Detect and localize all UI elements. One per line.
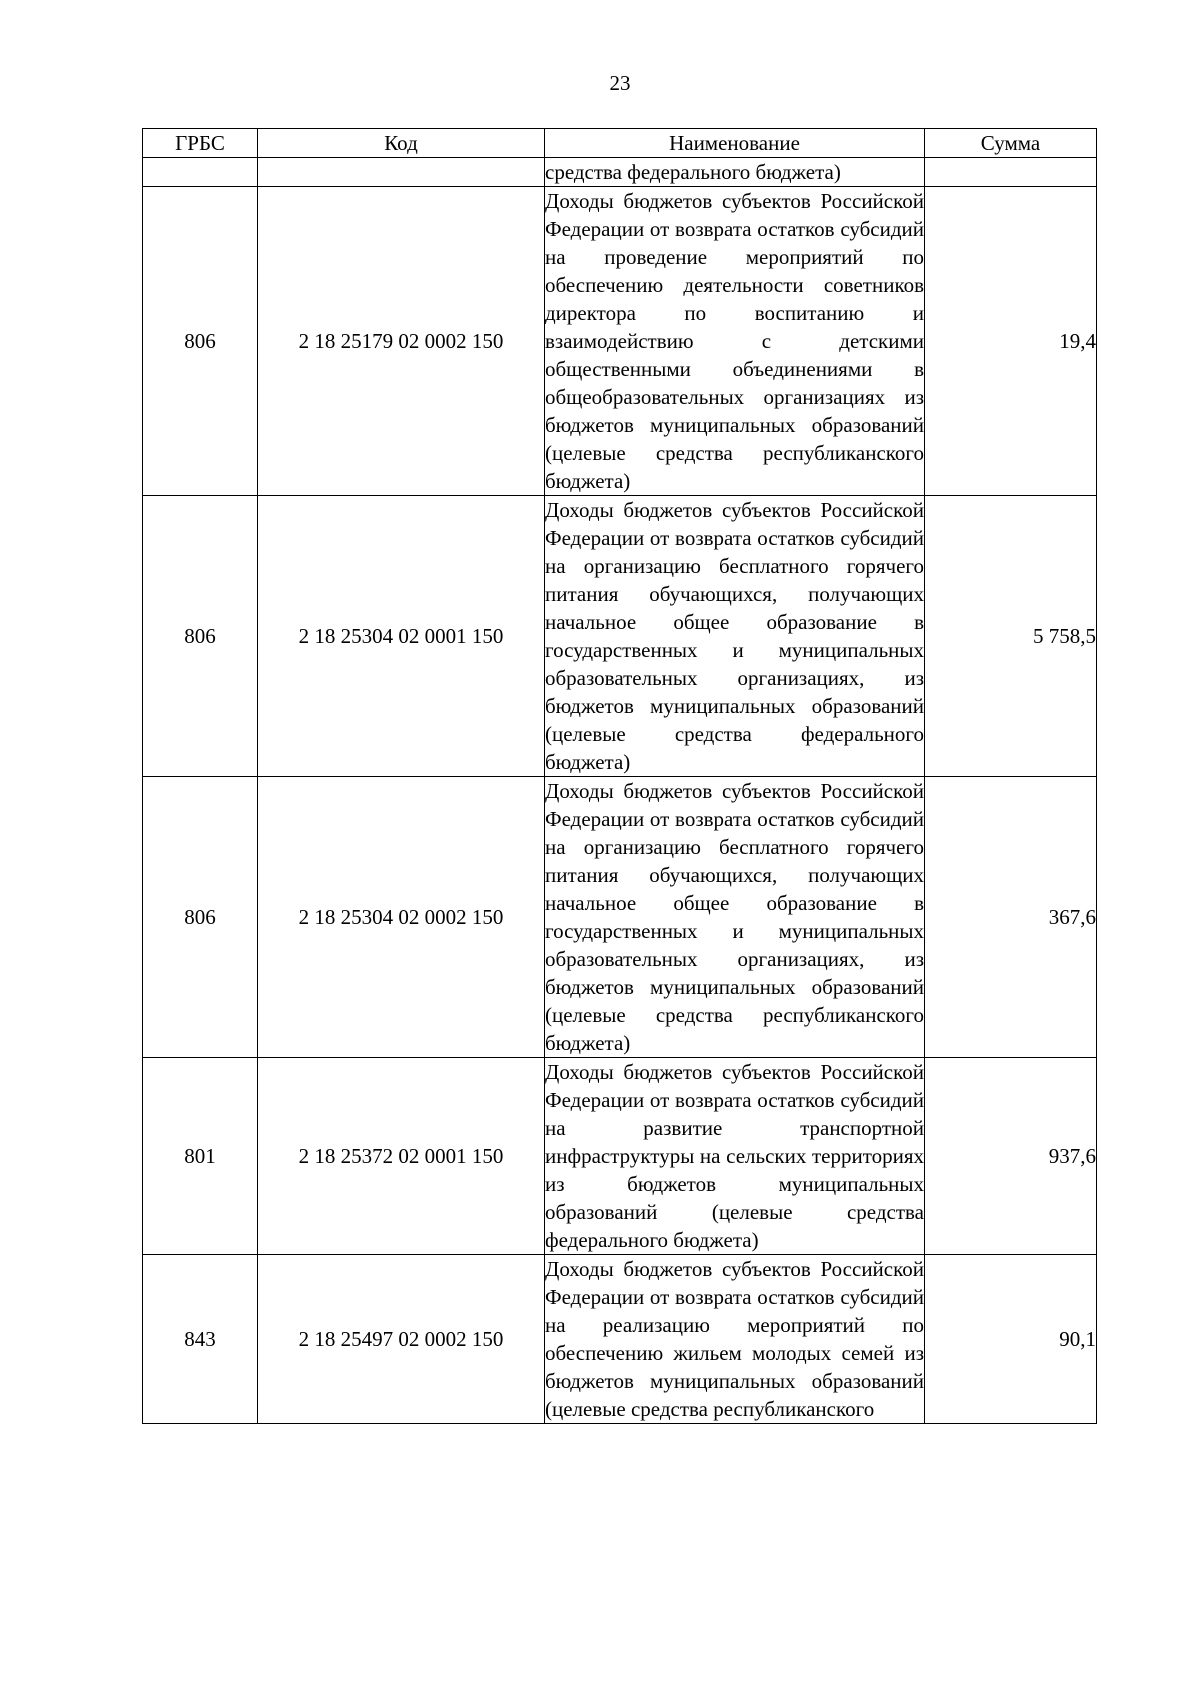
cell-name: Доходы бюджетов субъектов Российской Федерации от возврата остатков субсидий на проведение мероприятий по обеспечению деятельности советников директора по воспитанию и взаимодействию с детскими общественными объединениями в общеобразовательных организациях из бюджетов муниципальных образований (целевые средства республиканского бюджета) (545, 187, 925, 496)
cell-code (258, 158, 545, 187)
cell-name: Доходы бюджетов субъектов Российской Федерации от возврата остатков субсидий на организацию бесплатного горячего питания обучающихся, получающих начальное общее образование в государственных и муниципальных образовательных организациях, из бюджетов муниципальных образований (целевые средства федерального бюджета) (545, 496, 925, 777)
cell-grbs: 843 (143, 1255, 258, 1424)
cell-sum: 5 758,5 (925, 496, 1097, 777)
cell-sum (925, 158, 1097, 187)
table-row (143, 187, 1097, 496)
cell-code: 2 18 25179 02 0002 150 (258, 187, 545, 496)
table-header-row (143, 129, 1097, 158)
cell-grbs (143, 158, 258, 187)
cell-code: 2 18 25372 02 0001 150 (258, 1058, 545, 1255)
cell-sum: 90,1 (925, 1255, 1097, 1424)
header-code: Код (258, 129, 545, 158)
page-number: 23 (609, 71, 631, 95)
table-row (143, 777, 1097, 1058)
cell-grbs: 806 (143, 187, 258, 496)
header-sum: Сумма (925, 129, 1097, 158)
cell-grbs: 806 (143, 496, 258, 777)
cell-name: Доходы бюджетов субъектов Российской Федерации от возврата остатков субсидий на развитие транспортной инфраструктуры на сельских территориях из бюджетов муниципальных образований (целевые средства федерального бюджета) (545, 1058, 925, 1255)
table-row (143, 496, 1097, 777)
table-row (143, 1255, 1097, 1424)
cell-code: 2 18 25304 02 0002 150 (258, 777, 545, 1058)
cell-name: Доходы бюджетов субъектов Российской Федерации от возврата остатков субсидий на реализацию мероприятий по обеспечению жильем молодых семей из бюджетов муниципальных образований (целевые средства республиканского (545, 1255, 925, 1424)
header-name: Наименование (545, 129, 925, 158)
budget-table (142, 128, 1097, 1424)
table-row (143, 1058, 1097, 1255)
cell-grbs: 801 (143, 1058, 258, 1255)
cell-sum: 19,4 (925, 187, 1097, 496)
cell-name: средства федерального бюджета) (545, 158, 925, 187)
cell-code: 2 18 25497 02 0002 150 (258, 1255, 545, 1424)
cell-code: 2 18 25304 02 0001 150 (258, 496, 545, 777)
cell-sum: 937,6 (925, 1058, 1097, 1255)
header-grbs: ГРБС (143, 129, 258, 158)
cell-name: Доходы бюджетов субъектов Российской Федерации от возврата остатков субсидий на организацию бесплатного горячего питания обучающихся, получающих начальное общее образование в государственных и муниципальных образовательных организациях, из бюджетов муниципальных образований (целевые средства республиканского бюджета) (545, 777, 925, 1058)
cell-grbs: 806 (143, 777, 258, 1058)
table-row (143, 158, 1097, 187)
cell-sum: 367,6 (925, 777, 1097, 1058)
